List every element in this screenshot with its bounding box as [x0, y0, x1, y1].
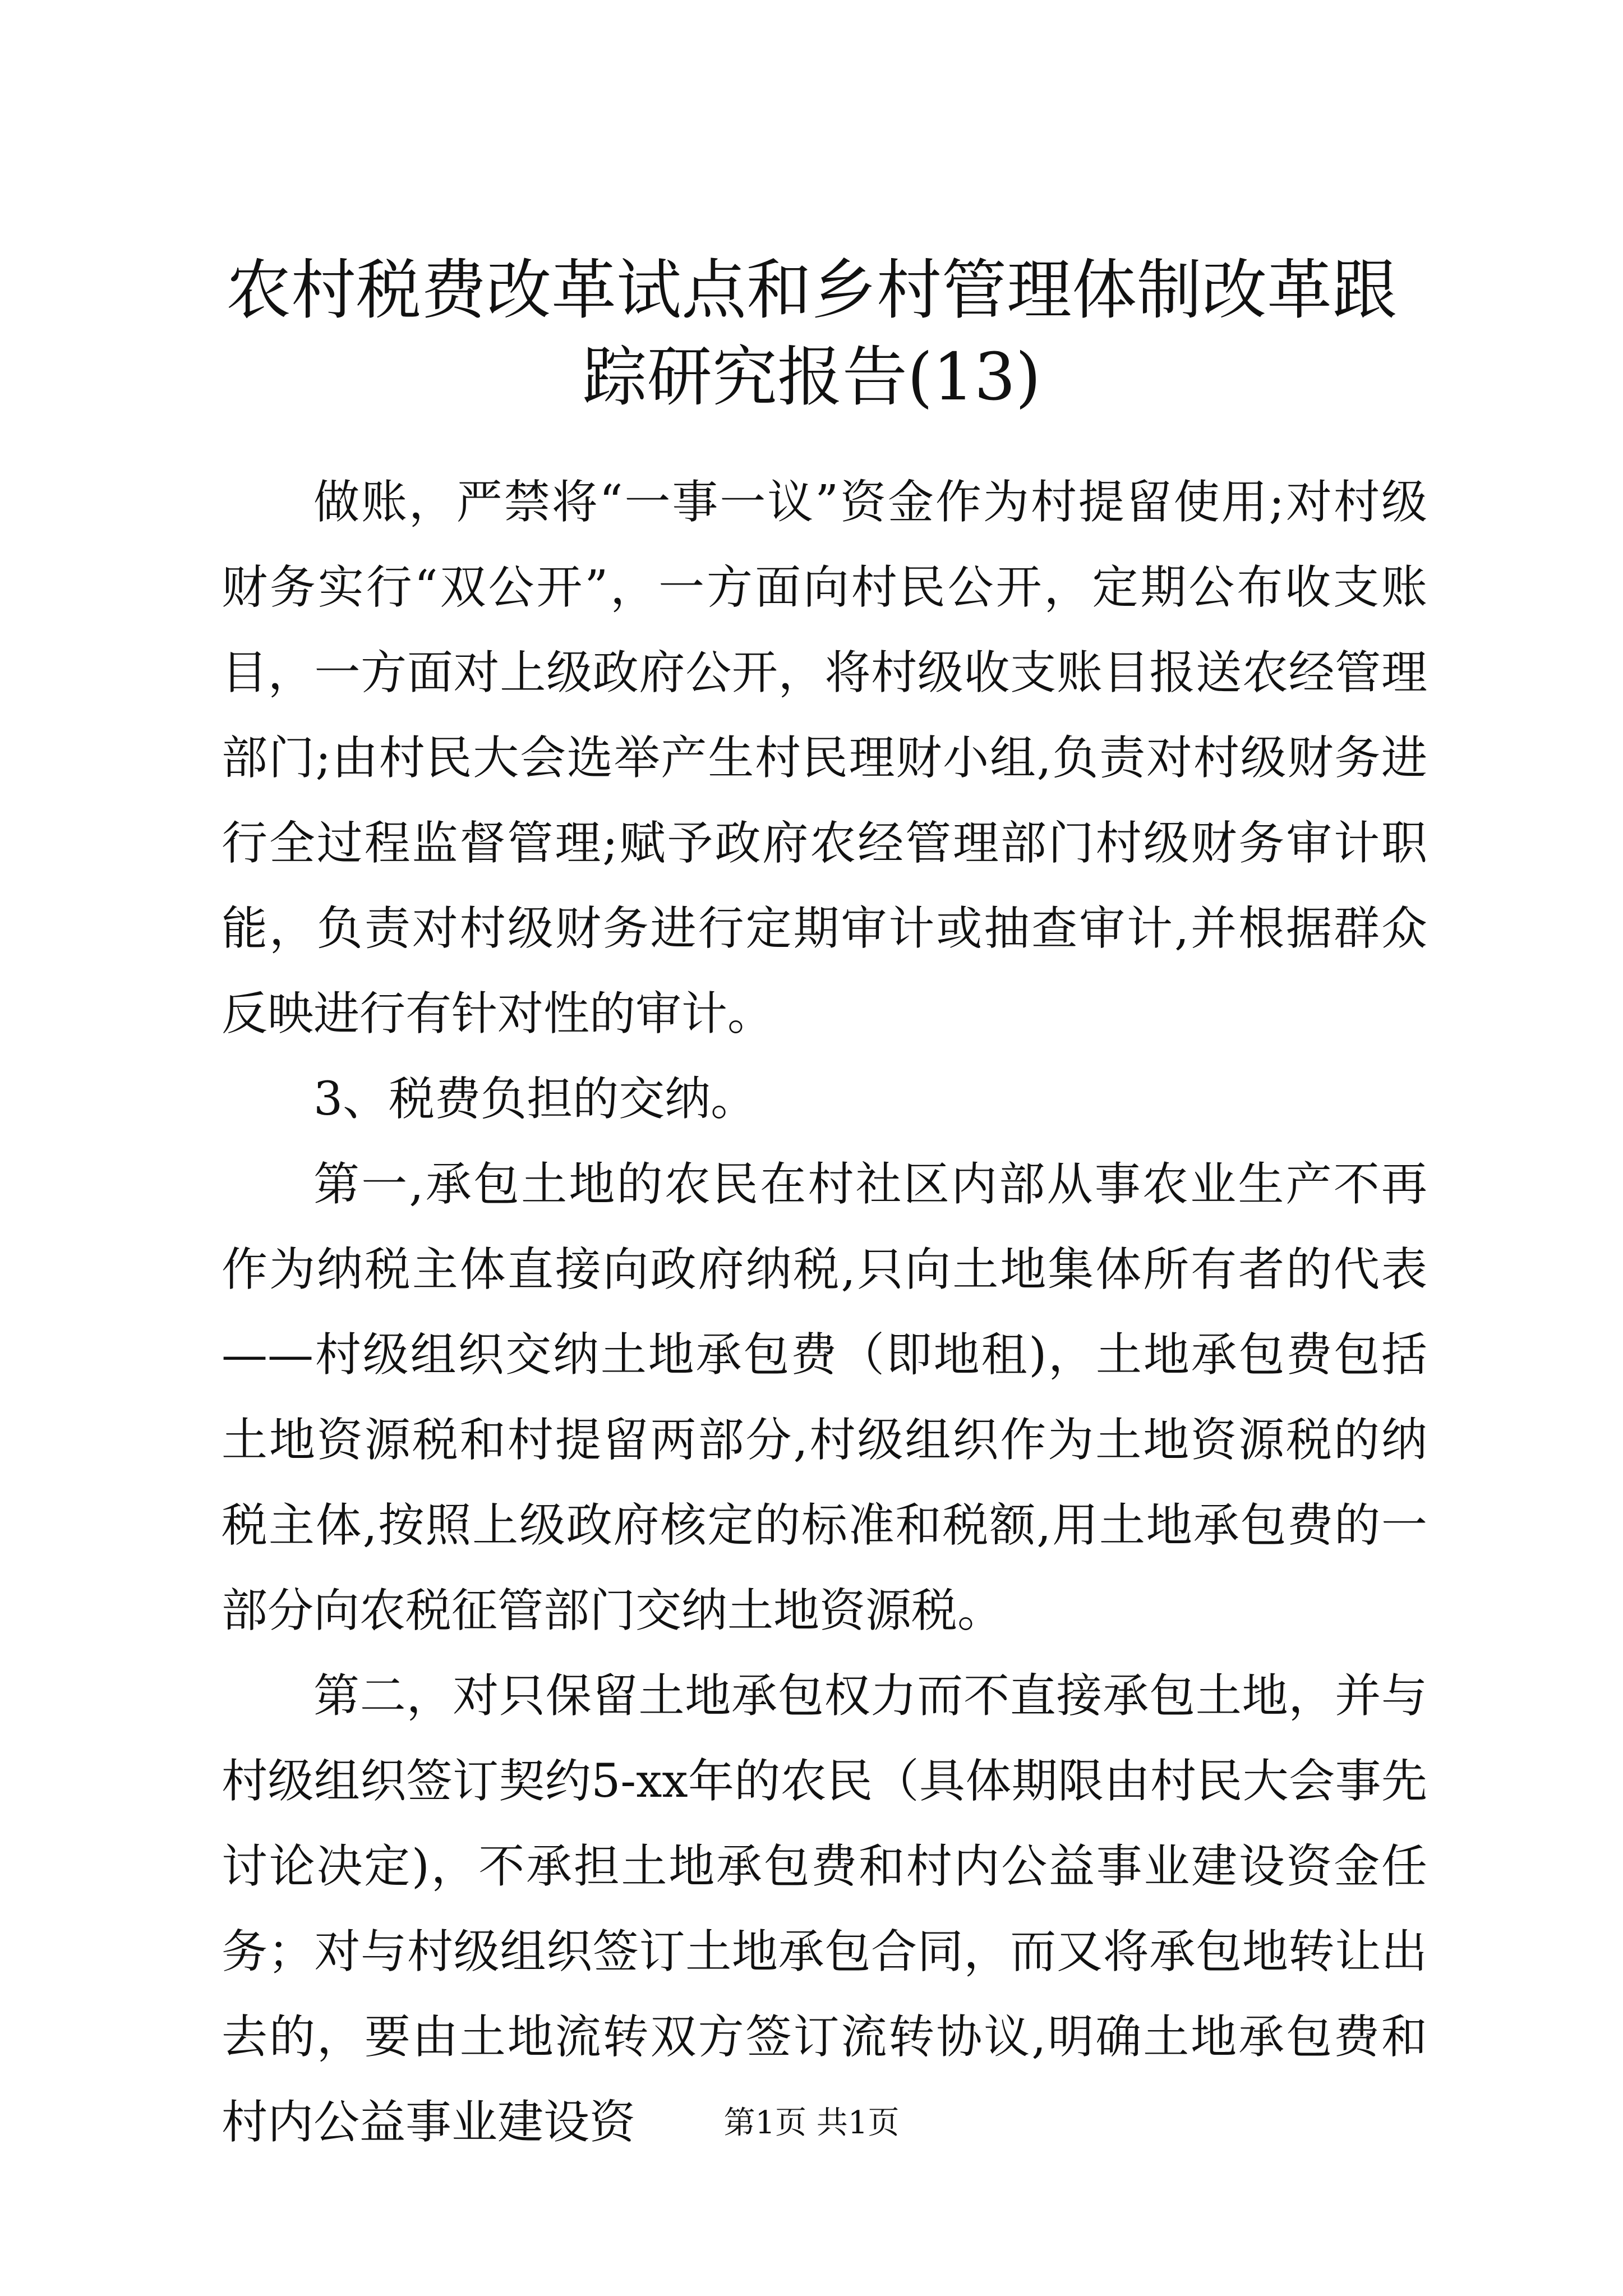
paragraph-4: 第二，对只保留土地承包权力而不直接承包土地，并与村级组织签订契约5-xx年的农民（具体期限由村民大会事先讨论决定)，不承担土地承包费和村内公益事业建设资金任务；对与村级组织签订土地承包合同，而又将承包地转让出去的，要由土地流转双方签订流转协议,明确土地承包费和村内公益事业建设资: [222, 1669, 1427, 2149]
paragraph-2: 3、税费负担的交纳。: [313, 1073, 757, 1126]
document-body: [222, 460, 1427, 2165]
paragraph-1: 做账，严禁将“一事一议”资金作为村提留使用;对村级财务实行“双公开”，一方面向村民公开，定期公布收支账目，一方面对上级政府公开，将村级收支账目报送农经管理部门;由村民大会选举产生村民理财小组,负责对村级财务进行全过程监督管理;赋予政府农经管理部门村级财务审计职能，负责对村级财务进行定期审计或抽查审计,并根据群众反映进行有针对性的审计。: [222, 476, 1427, 1041]
paragraph-3: 第一,承包土地的农民在村社区内部从事农业生产不再作为纳税主体直接向政府纳税,只向土地集体所有者的代表——村级组织交纳土地承包费（即地租)，土地承包费包括土地资源税和村提留两部分,村级组织作为土地资源税的纳税主体,按照上级政府核定的标准和税额,用土地承包费的一部分向农税征管部门交纳土地资源税。: [222, 1158, 1427, 1637]
document-title: 农村税费改革试点和乡村管理体制改革跟踪研究报告(13): [226, 252, 1397, 415]
page-footer: 第1页 共1页: [723, 2105, 900, 2141]
